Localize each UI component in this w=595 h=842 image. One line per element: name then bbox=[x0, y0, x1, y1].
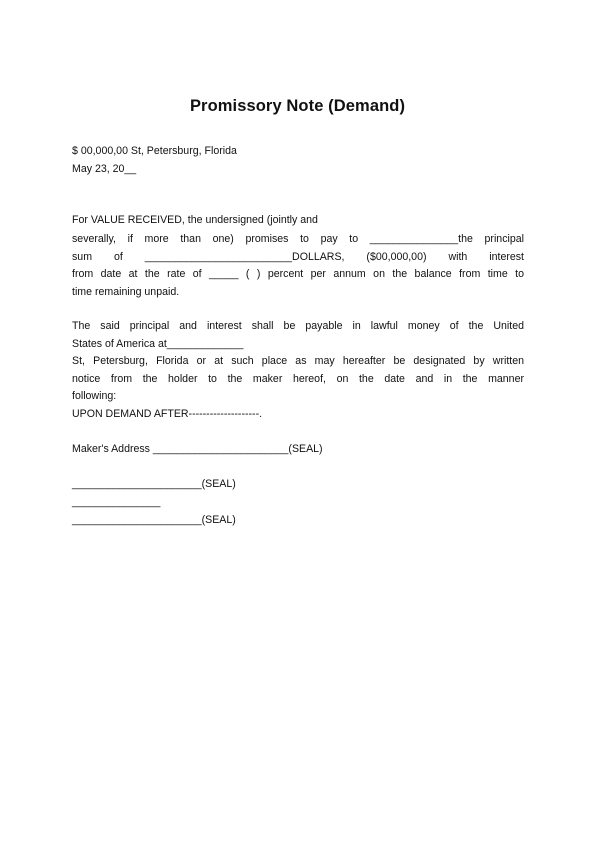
signature-line: ______________________(SEAL) bbox=[72, 478, 236, 490]
paragraph1-line: sum of _________________________DOLLARS, ($00,000,00) with interest bbox=[72, 251, 524, 263]
paragraph2-line: The said principal and interest shall be payable in lawful money of the United bbox=[72, 320, 524, 332]
signature-line: _______________ bbox=[72, 496, 161, 508]
document-title: Promissory Note (Demand) bbox=[189, 97, 406, 115]
paragraph1-line: from date at the rate of _____ ( ) percent per annum on the balance from time to bbox=[72, 268, 524, 280]
makers-address-line: Maker's Address _______________________(SEAL) bbox=[72, 443, 323, 455]
amount-place-line: $ 00,000,00 St, Petersburg, Florida bbox=[72, 145, 237, 157]
paragraph1-line: severally, if more than one) promises to pay to _______________the principal bbox=[72, 233, 524, 245]
paragraph2-line: following: bbox=[72, 390, 117, 402]
signature-line: ______________________(SEAL) bbox=[72, 514, 236, 526]
paragraph2-line: UPON DEMAND AFTER--------------------. bbox=[72, 408, 263, 420]
paragraph2-line: States of America at_____________ bbox=[72, 338, 244, 350]
paragraph2-line: St, Petersburg, Florida or at such place as may hereafter be designated by written bbox=[72, 355, 524, 367]
paragraph2-line: notice from the holder to the maker hereof, on the date and in the manner bbox=[72, 373, 524, 385]
paragraph1-line: For VALUE RECEIVED, the undersigned (jointly and bbox=[72, 214, 318, 226]
paragraph1-line: time remaining unpaid. bbox=[72, 286, 180, 298]
date-line: May 23, 20__ bbox=[72, 163, 137, 175]
